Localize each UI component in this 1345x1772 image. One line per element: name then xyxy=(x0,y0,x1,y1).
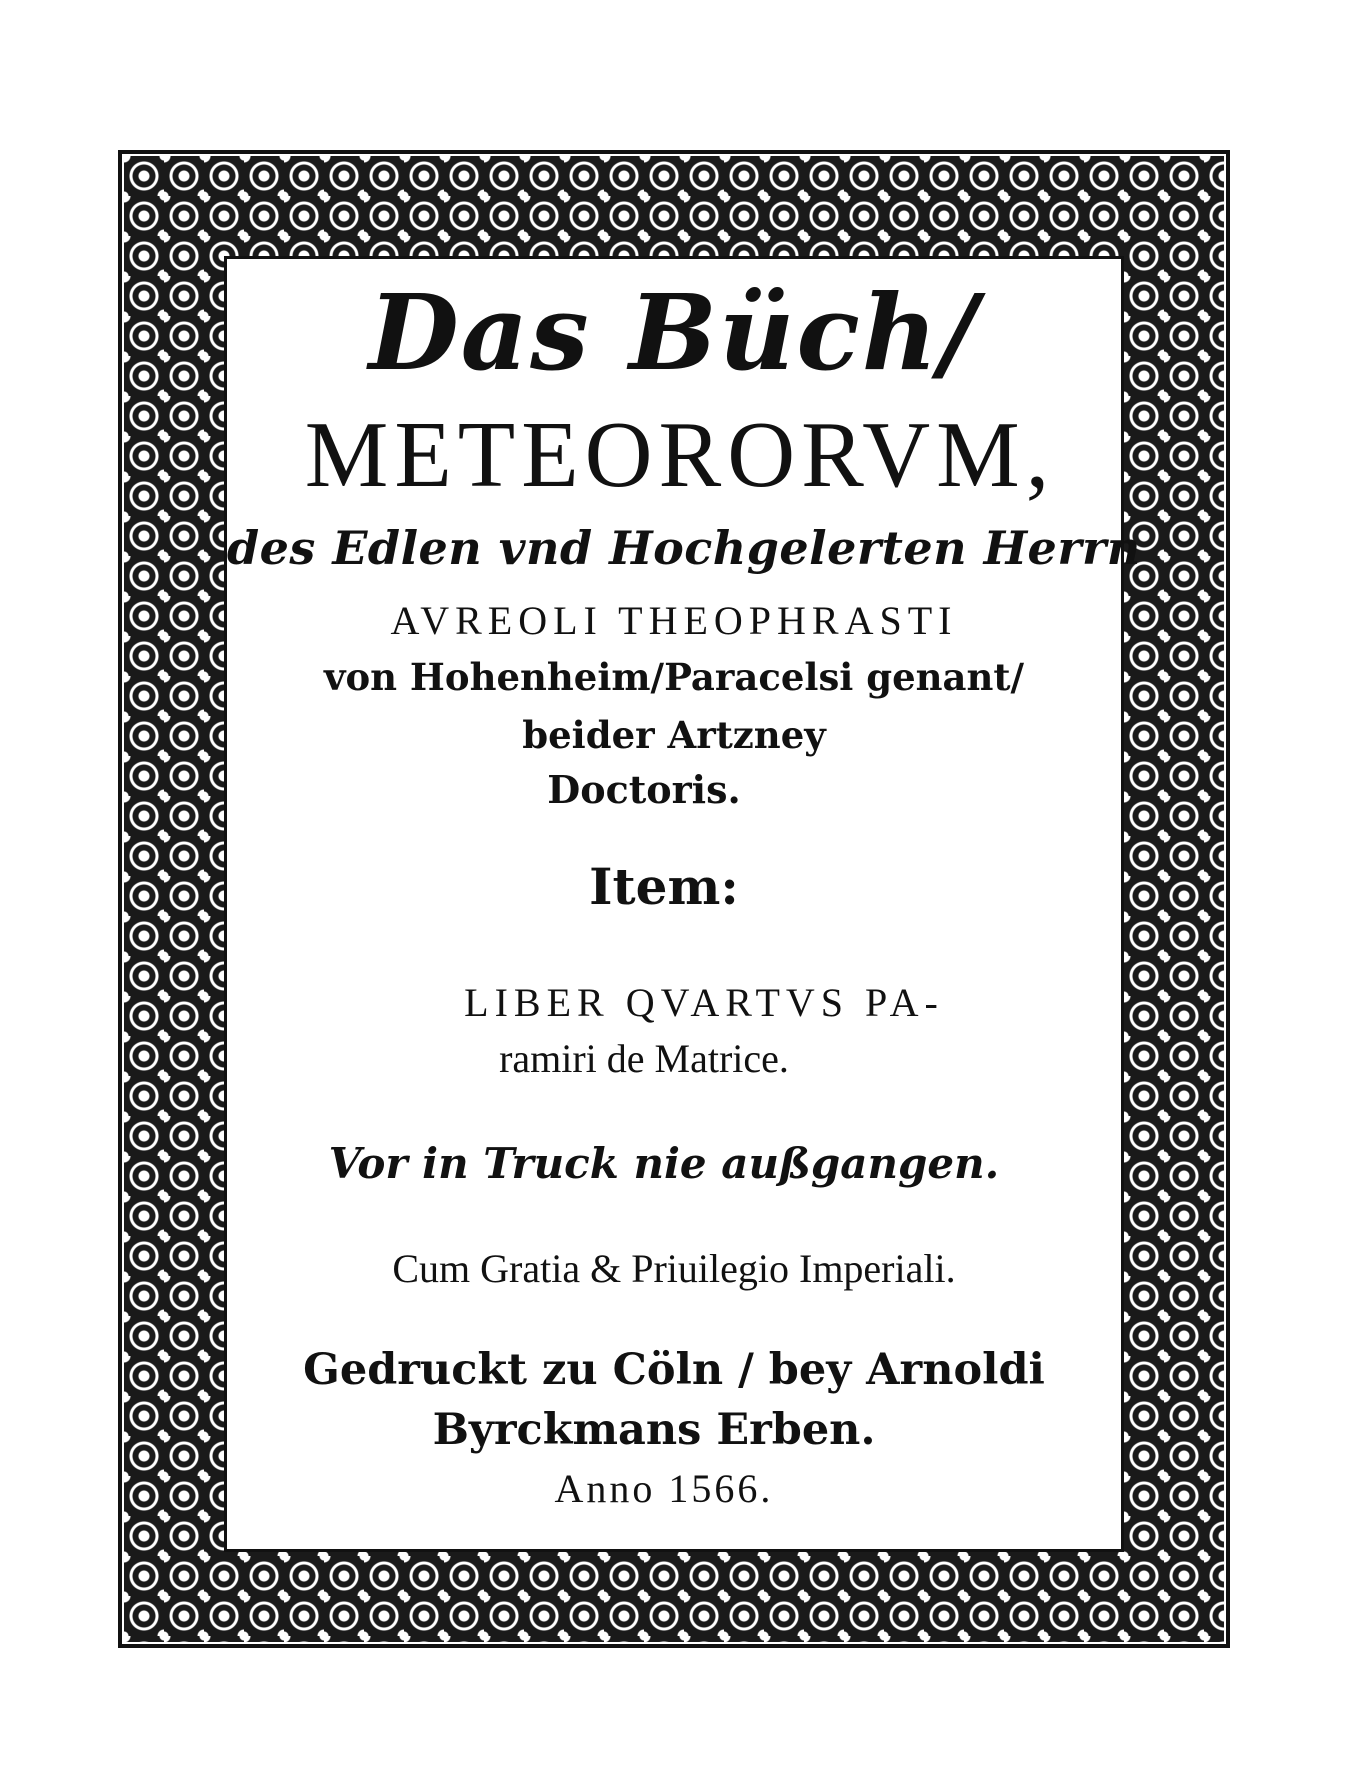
author-title-line: Doctoris. xyxy=(547,767,741,812)
title-page-panel xyxy=(224,256,1141,1552)
author-epithet-line: des Edlen vnd Hochgelerten Herrn xyxy=(227,521,1141,575)
meteororum-heading: METEORORVM, xyxy=(304,403,1056,507)
imprint-place-line: Gedruckt zu Cöln / bey Arnoldi xyxy=(303,1345,1045,1395)
second-work-title-line: LIBER QVARTVS PA- xyxy=(464,980,944,1025)
imprint-year-line: Anno 1566. xyxy=(554,1466,774,1511)
privilege-note: Cum Gratia & Priuilegio Imperiali. xyxy=(392,1246,956,1291)
imprint-printer-line: Byrckmans Erben. xyxy=(432,1405,876,1455)
first-edition-note: Vor in Truck nie außgangen. xyxy=(328,1139,1000,1188)
book-title-heading: Das Büch/ xyxy=(368,271,980,394)
author-origin-line: von Hohenheim/Paracelsi genant/ xyxy=(323,655,1025,699)
author-degree-line: beider Artzney xyxy=(522,713,826,757)
second-work-subtitle-line: ramiri de Matrice. xyxy=(499,1036,789,1081)
item-heading: Item: xyxy=(589,857,739,916)
author-name-line: AVREOLI THEOPHRASTI xyxy=(390,598,958,643)
